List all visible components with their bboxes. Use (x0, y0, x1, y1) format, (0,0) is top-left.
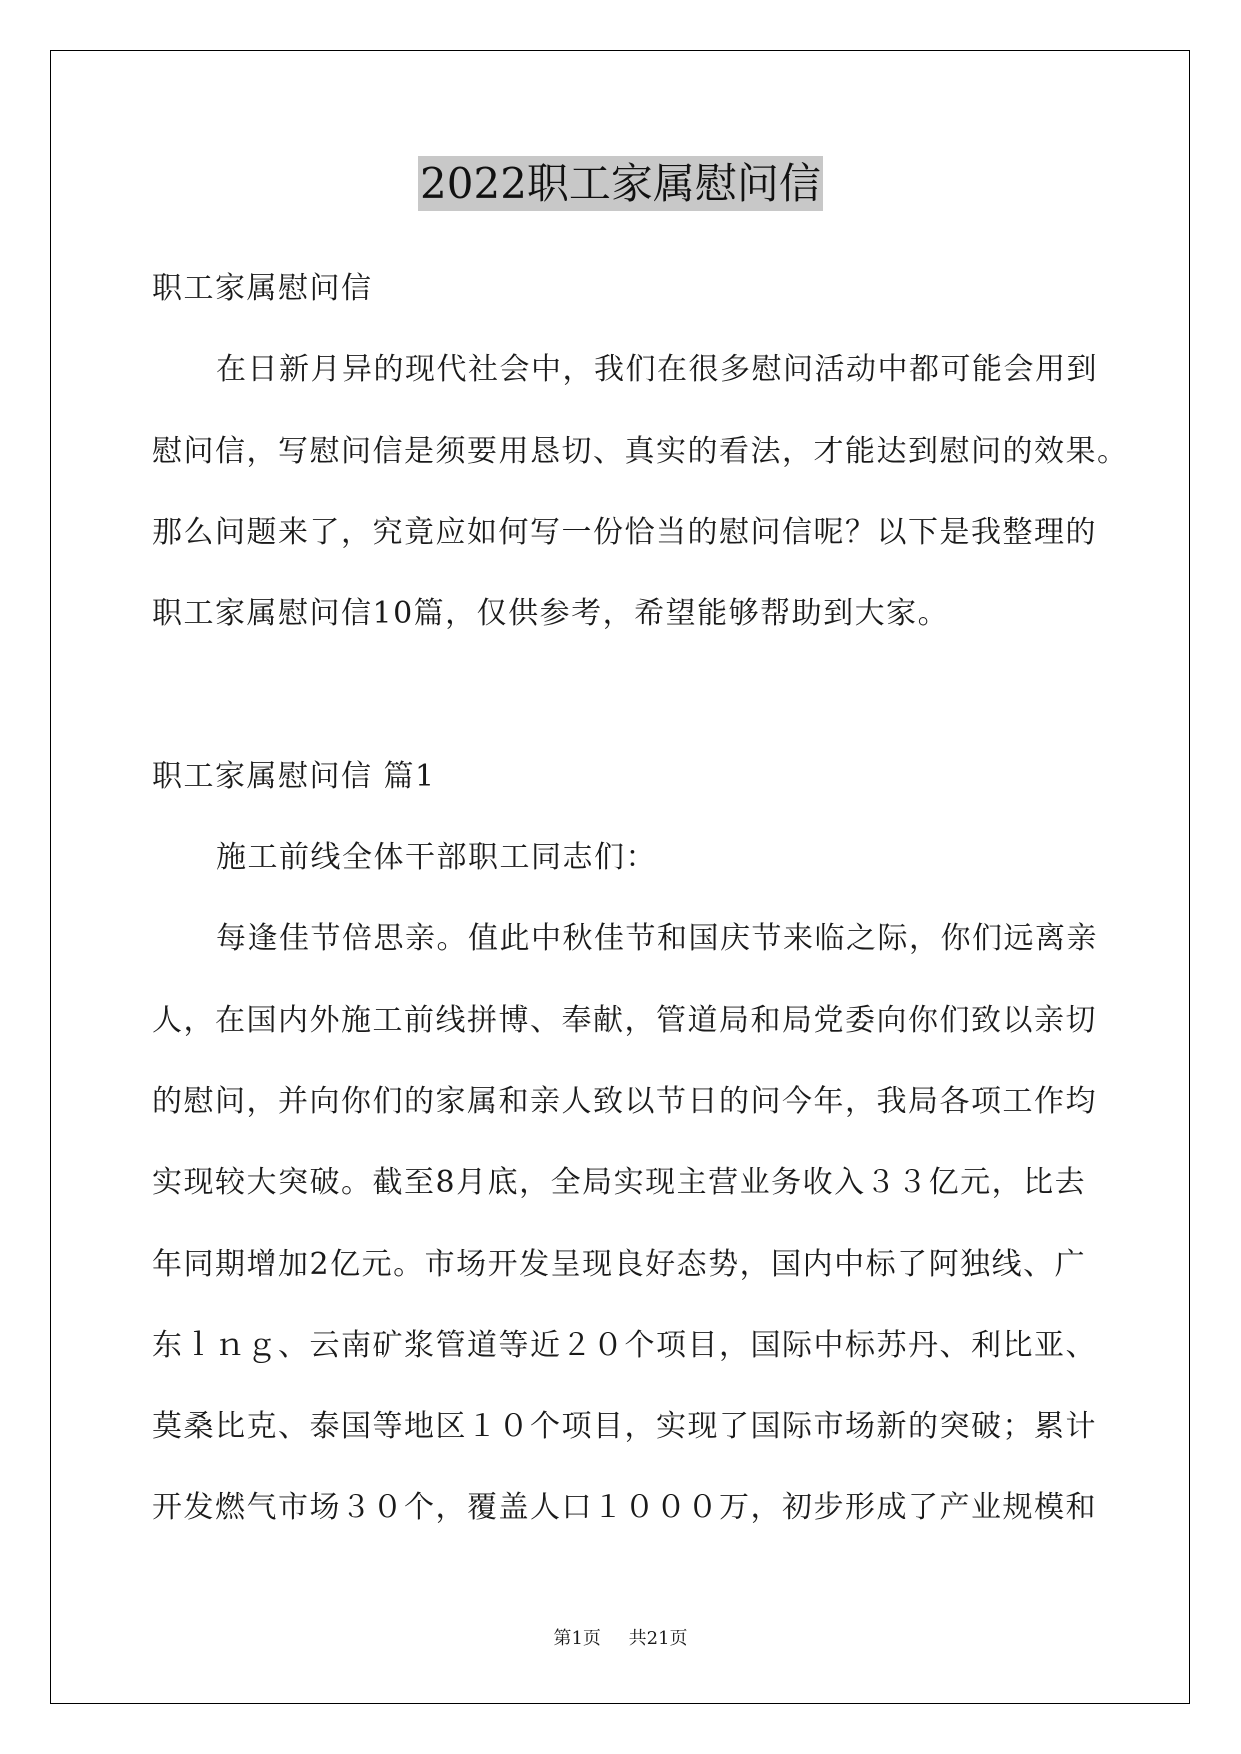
intro-line: 那么问题来了，究竟应如何写一份恰当的慰问信呢？以下是我整理的 (152, 514, 1097, 550)
intro-line: 慰问信，写慰问信是须要用恳切、真实的看法，才能达到慰问的效果。 (152, 433, 1129, 469)
document-title: 2022职工家属慰问信 (418, 156, 823, 211)
body-line: 的慰问，并向你们的家属和亲人致以节日的问今年，我局各项工作均 (152, 1083, 1097, 1119)
intro-line: 在日新月异的现代社会中，我们在很多慰问活动中都可能会用到 (216, 352, 1098, 388)
section-heading: 职工家属慰问信 篇1 (152, 758, 436, 794)
document-body (152, 248, 1162, 1549)
blank-line (152, 654, 1162, 735)
body-line: 莫桑比克、泰国等地区１０个项目，实现了国际市场新的突破；累计 (152, 1409, 1097, 1445)
page-number-current: 第1页 (553, 1628, 601, 1649)
body-line: 年同期增加2亿元。市场开发呈现良好态势，国内中标了阿独线、广 (152, 1246, 1087, 1282)
page-footer (0, 1626, 1241, 1652)
body-line: 开发燃气市场３０个，覆盖人口１０００万，初步形成了产业规模和 (152, 1490, 1097, 1526)
body-line: 东ｌｎｇ、云南矿浆管道等近２０个项目，国际中标苏丹、利比亚、 (152, 1327, 1097, 1363)
body-line: 人，在国内外施工前线拼博、奉献，管道局和局党委向你们致以亲切 (152, 1002, 1097, 1038)
document-subtitle: 职工家属慰问信 (152, 271, 373, 306)
title-container (0, 156, 1241, 211)
body-line: 实现较大突破。截至8月底，全局实现主营业务收入３３亿元，比去 (152, 1165, 1087, 1201)
body-line: 每逢佳节倍思亲。值此中秋佳节和国庆节来临之际，你们远离亲 (216, 921, 1098, 957)
intro-line: 职工家属慰问信10篇，仅供参考，希望能够帮助到大家。 (152, 596, 950, 632)
salutation-line: 施工前线全体干部职工同志们： (216, 840, 657, 876)
page-number-total: 共21页 (628, 1628, 688, 1649)
